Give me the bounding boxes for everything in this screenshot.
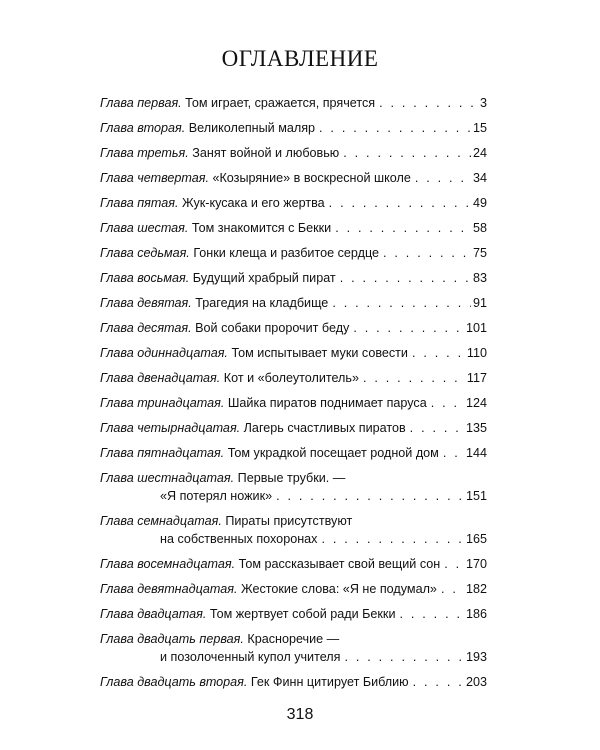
chapter-page-number: 144 <box>465 446 487 460</box>
chapter-title: «Козыряние» в воскресной школе <box>212 171 411 185</box>
toc-entry-line <box>100 319 487 337</box>
toc-entry-line <box>100 244 487 262</box>
toc-entry <box>100 673 487 691</box>
toc-entry <box>100 244 487 262</box>
toc-entry <box>100 344 487 362</box>
toc-entry <box>100 444 487 462</box>
chapter-title: Шайка пиратов поднимает паруса <box>227 396 427 410</box>
chapter-label: Глава пятая. <box>100 196 179 210</box>
toc-entry-line <box>100 605 487 623</box>
chapter-title: Том жертвует собой ради Бекки <box>209 607 396 621</box>
chapter-title: Пираты присутствуют <box>225 514 353 528</box>
chapter-page-number: 170 <box>465 557 487 571</box>
chapter-label: Глава двадцать вторая. <box>100 675 248 689</box>
toc-entry <box>100 144 487 162</box>
toc-entry-line <box>100 469 487 487</box>
chapter-title: Гек Финн цитирует Библию <box>250 675 409 689</box>
chapter-page-number: 49 <box>472 196 487 210</box>
toc-entry <box>100 605 487 623</box>
chapter-label: Глава шестая. <box>100 221 189 235</box>
chapter-page-number: 186 <box>465 607 487 621</box>
toc-entry <box>100 94 487 112</box>
dot-leader <box>321 530 464 548</box>
chapter-label: Глава четырнадцатая. <box>100 421 241 435</box>
toc-entry-line <box>100 344 487 362</box>
toc-entry-line <box>100 419 487 437</box>
chapter-title: Том испытывает муки совести <box>231 346 408 360</box>
toc-entry <box>100 319 487 337</box>
dot-leader <box>353 319 464 337</box>
chapter-title: Будущий храбрый пират <box>192 271 336 285</box>
toc-entry-line <box>100 580 487 598</box>
dot-leader <box>329 194 471 212</box>
chapter-label: Глава семнадцатая. <box>100 514 222 528</box>
chapter-title: Гонки клеща и разбитое сердце <box>193 246 380 260</box>
toc-entry <box>100 469 487 505</box>
toc-entry-line <box>100 219 487 237</box>
chapter-page-number: 117 <box>466 371 487 385</box>
chapter-label: Глава девятая. <box>100 296 192 310</box>
toc-entry-line <box>100 555 487 573</box>
toc-entry <box>100 169 487 187</box>
dot-leader <box>413 673 464 691</box>
toc-entry-line <box>100 94 487 112</box>
toc-entry <box>100 119 487 137</box>
chapter-title: Лагерь счастливых пиратов <box>243 421 406 435</box>
chapter-title: Великолепный маляр <box>188 121 316 135</box>
toc-entry-line <box>100 630 487 648</box>
dot-leader <box>383 244 471 262</box>
dot-leader <box>441 580 464 598</box>
chapter-label: Глава седьмая. <box>100 246 190 260</box>
chapter-page-number: 3 <box>479 96 487 110</box>
chapter-label: Глава четвертая. <box>100 171 209 185</box>
toc-entry <box>100 394 487 412</box>
chapter-title: «Я потерял ножик» <box>160 489 273 503</box>
toc-entry-line <box>100 369 487 387</box>
chapter-label: Глава восемнадцатая. <box>100 557 236 571</box>
chapter-label: Глава восьмая. <box>100 271 190 285</box>
chapter-label: Глава пятнадцатая. <box>100 446 225 460</box>
chapter-title: Жук-кусака и его жертва <box>181 196 325 210</box>
chapter-label: Глава первая. <box>100 96 182 110</box>
chapter-page-number: 151 <box>465 489 487 503</box>
toc-entry <box>100 294 487 312</box>
chapter-page-number: 91 <box>472 296 487 310</box>
chapter-label: Глава одиннадцатая. <box>100 346 228 360</box>
dot-leader <box>431 394 464 412</box>
dot-leader <box>399 605 464 623</box>
dot-leader <box>340 269 471 287</box>
chapter-page-number: 193 <box>465 650 487 664</box>
chapter-title: Красноречие — <box>247 632 340 646</box>
chapter-title: Том рассказывает свой вещий сон <box>238 557 441 571</box>
toc-entry <box>100 555 487 573</box>
toc-entry-line <box>100 394 487 412</box>
chapter-page-number: 15 <box>472 121 487 135</box>
toc-entry-line <box>100 512 487 530</box>
chapter-page-number: 165 <box>465 532 487 546</box>
toc-entry <box>100 580 487 598</box>
toc-entry-continuation <box>100 487 487 505</box>
chapter-title: и позолоченный купол учителя <box>160 650 341 664</box>
chapter-label: Глава десятая. <box>100 321 192 335</box>
chapter-title: Трагедия на кладбище <box>195 296 329 310</box>
chapter-page-number: 58 <box>472 221 487 235</box>
dot-leader <box>410 419 464 437</box>
toc-entry-line <box>100 269 487 287</box>
dot-leader <box>444 555 464 573</box>
chapter-label: Глава двадцатая. <box>100 607 207 621</box>
toc-entry <box>100 369 487 387</box>
toc-entry-line <box>100 194 487 212</box>
chapter-label: Глава двенадцатая. <box>100 371 221 385</box>
chapter-label: Глава шестнадцатая. <box>100 471 235 485</box>
toc-entry-line <box>100 169 487 187</box>
chapter-title: Занят войной и любовью <box>192 146 340 160</box>
chapter-label: Глава третья. <box>100 146 189 160</box>
chapter-title: Жестокие слова: «Я не подумал» <box>241 582 437 596</box>
toc-entry-line <box>100 444 487 462</box>
toc-entry-continuation <box>100 648 487 666</box>
chapter-page-number: 182 <box>465 582 487 596</box>
toc-entry <box>100 194 487 212</box>
chapter-title: Том знакомится с Бекки <box>191 221 332 235</box>
dot-leader <box>276 487 464 505</box>
dot-leader <box>332 294 471 312</box>
chapter-page-number: 203 <box>465 675 487 689</box>
toc-entry <box>100 419 487 437</box>
dot-leader <box>343 144 471 162</box>
chapter-title: Кот и «болеутолитель» <box>223 371 359 385</box>
dot-leader <box>363 369 465 387</box>
table-of-contents <box>100 94 487 698</box>
chapter-label: Глава вторая. <box>100 121 186 135</box>
chapter-label: Глава тринадцатая. <box>100 396 225 410</box>
page-number: 318 <box>286 706 314 723</box>
toc-entry <box>100 269 487 287</box>
toc-entry <box>100 219 487 237</box>
dot-leader <box>335 219 471 237</box>
chapter-title: на собственных похоронах <box>160 532 318 546</box>
chapter-label: Глава девятнадцатая. <box>100 582 238 596</box>
page-title: ОГЛАВЛЕНИЕ <box>221 46 379 71</box>
chapter-page-number: 75 <box>472 246 487 260</box>
dot-leader <box>379 94 478 112</box>
dot-leader <box>443 444 464 462</box>
toc-entry-line <box>100 144 487 162</box>
chapter-page-number: 24 <box>472 146 487 160</box>
chapter-page-number: 124 <box>465 396 487 410</box>
dot-leader <box>344 648 464 666</box>
toc-entry <box>100 512 487 548</box>
dot-leader <box>412 344 465 362</box>
chapter-page-number: 83 <box>472 271 487 285</box>
toc-entry-line <box>100 294 487 312</box>
chapter-page-number: 101 <box>465 321 487 335</box>
chapter-page-number: 135 <box>465 421 487 435</box>
chapter-label: Глава двадцать первая. <box>100 632 244 646</box>
chapter-page-number: 34 <box>472 171 487 185</box>
toc-entry <box>100 630 487 666</box>
toc-entry-continuation <box>100 530 487 548</box>
chapter-title: Первые трубки. — <box>237 471 346 485</box>
chapter-title: Том играет, сражается, прячется <box>185 96 376 110</box>
chapter-title: Вой собаки пророчит беду <box>195 321 350 335</box>
dot-leader <box>415 169 471 187</box>
dot-leader <box>319 119 471 137</box>
chapter-page-number: 110 <box>466 346 487 360</box>
toc-entry-line <box>100 673 487 691</box>
chapter-title: Том украдкой посещает родной дом <box>227 446 439 460</box>
toc-entry-line <box>100 119 487 137</box>
